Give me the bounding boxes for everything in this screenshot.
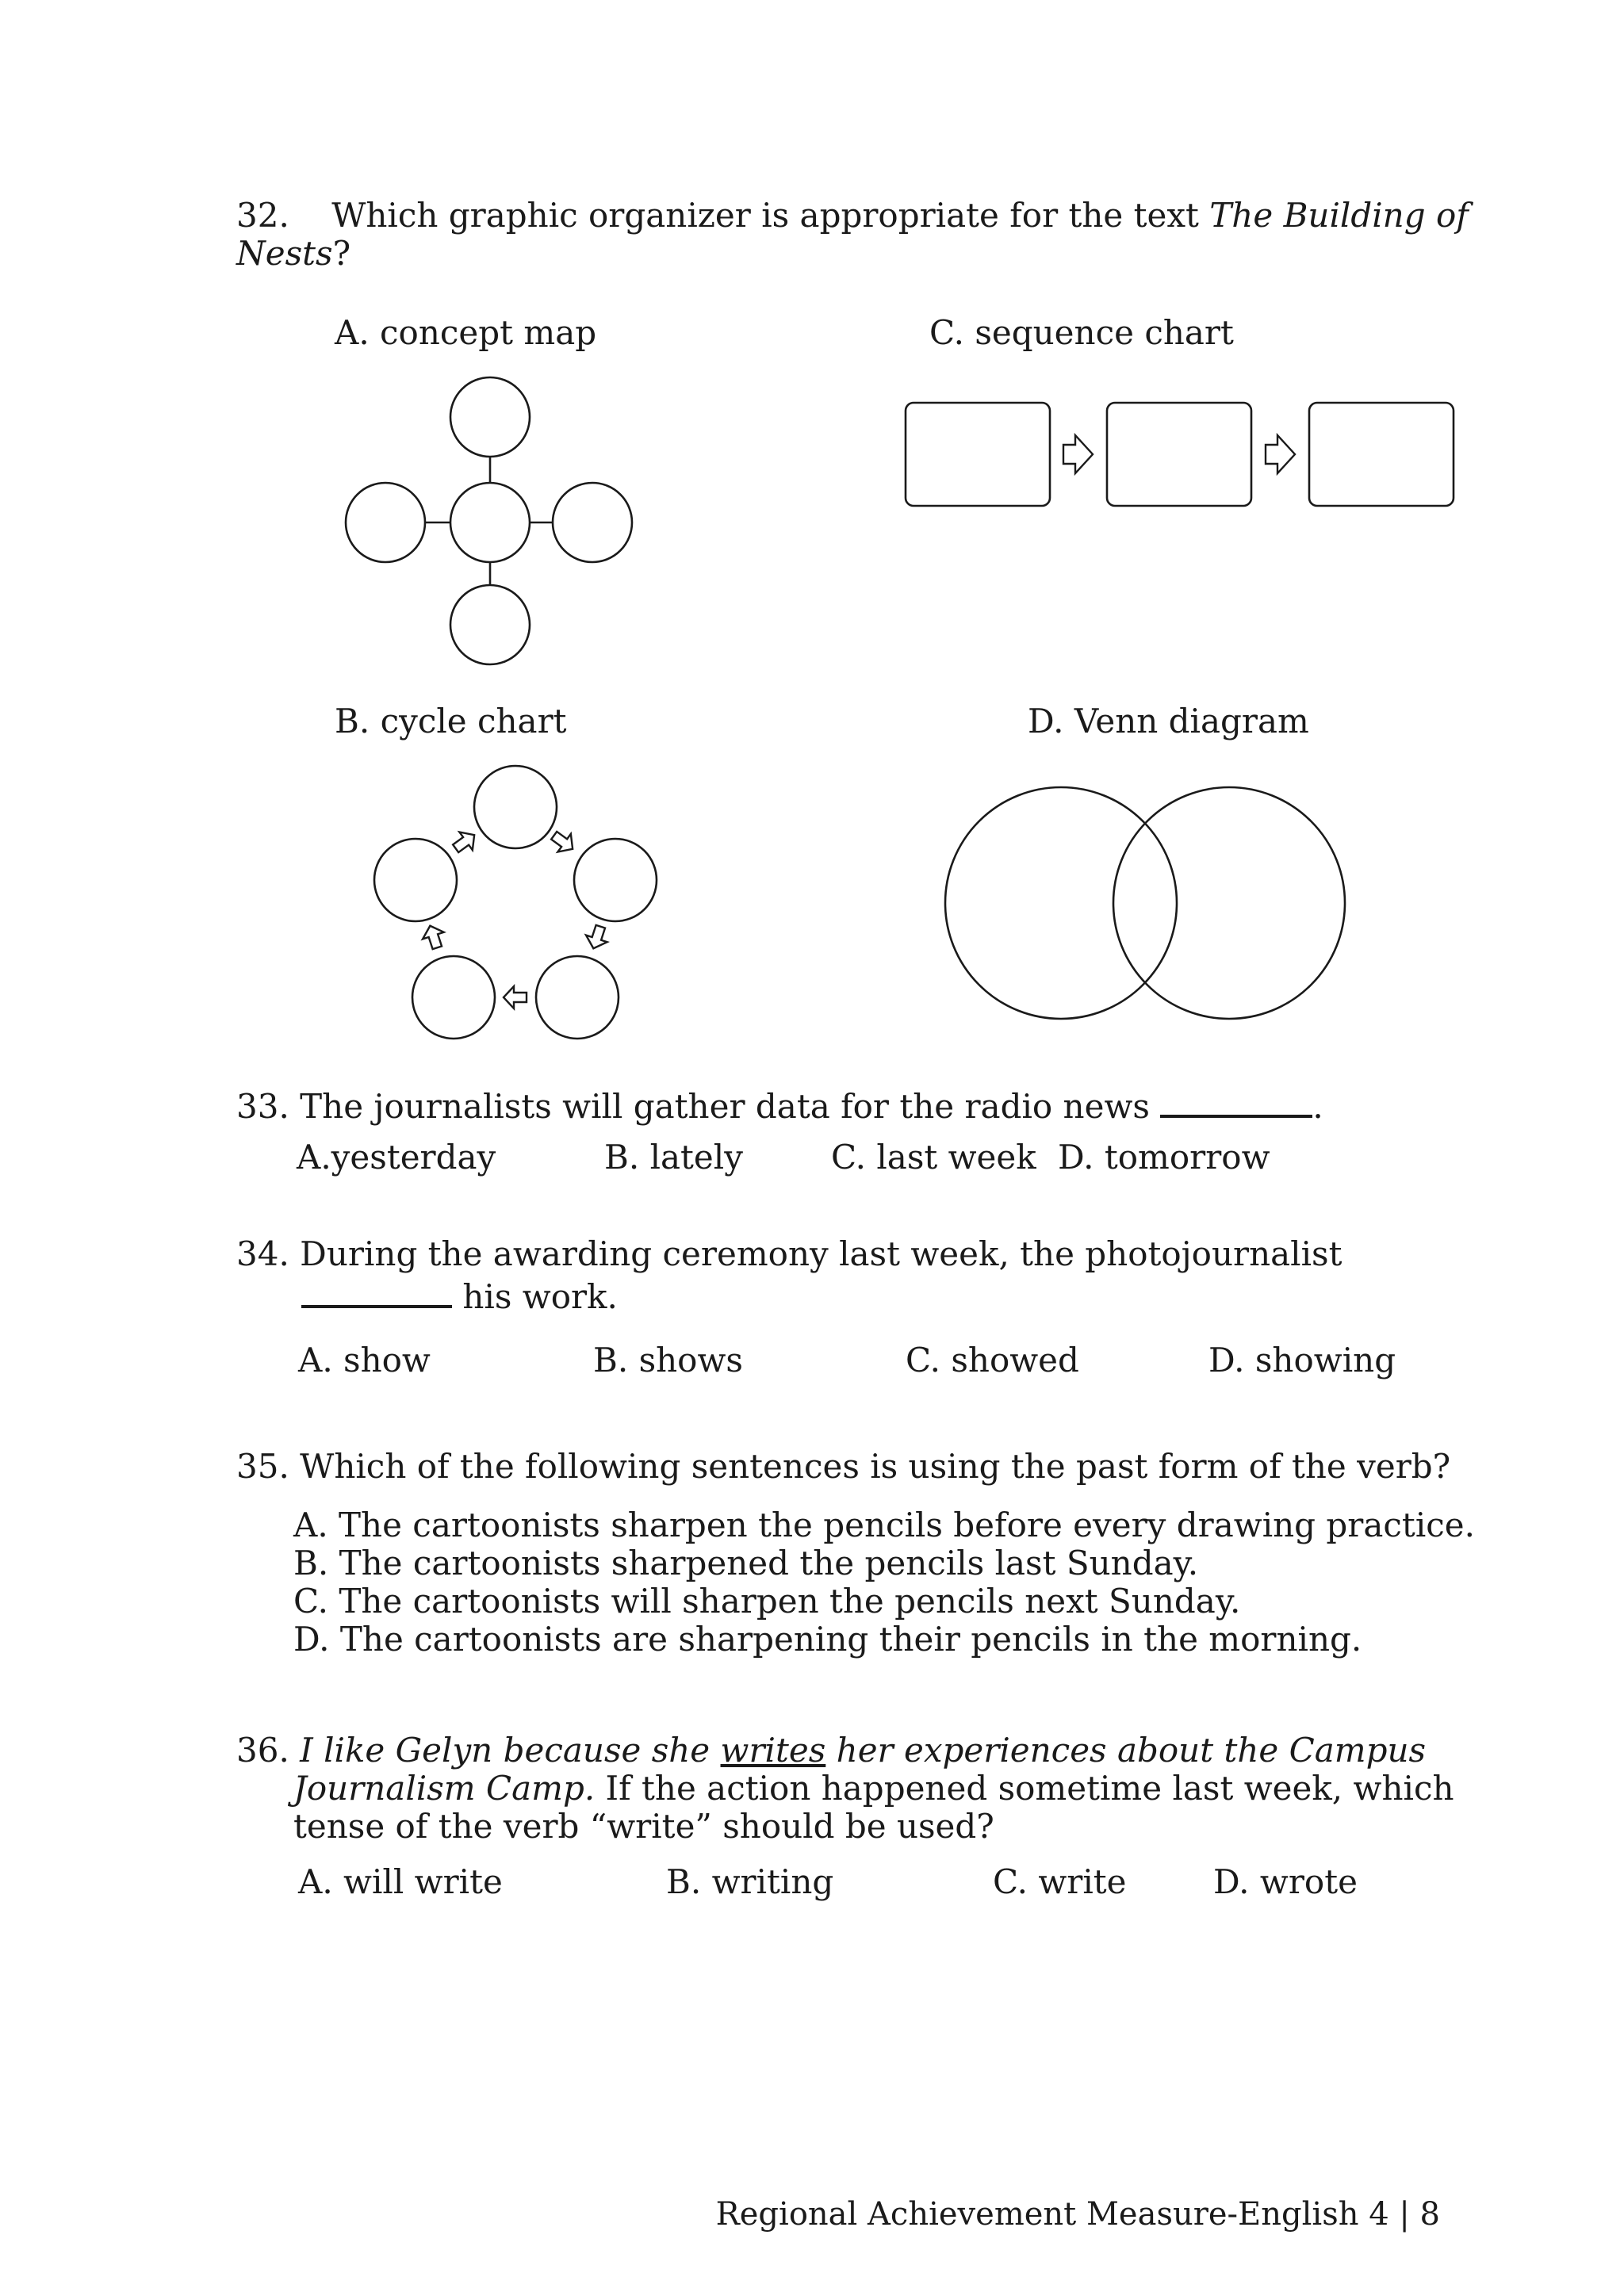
- q32-title-part1: The Building of: [1209, 196, 1469, 235]
- q36-line2-italic: Journalism Camp.: [293, 1769, 596, 1808]
- cycle-node-left: [374, 839, 457, 921]
- sequence-chart-diagram: [906, 403, 1454, 506]
- q34-stem-line2: [301, 1276, 618, 1316]
- q33-period: .: [1312, 1087, 1323, 1126]
- q34-option-d: D. showing: [1208, 1341, 1396, 1380]
- cycle-node-right: [574, 839, 657, 921]
- q34-option-c: C. showed: [906, 1341, 1079, 1380]
- q32-option-a: A. concept map: [335, 313, 597, 352]
- concept-map-node-center: [450, 483, 530, 562]
- q34-stem-line1: [236, 1235, 1342, 1273]
- concept-map-diagram: [346, 377, 632, 664]
- q36-line2-rest: If the action happened sometime last week, which: [595, 1769, 1454, 1808]
- cycle-arrow-1-icon: [547, 826, 579, 858]
- cycle-arrow-5-icon: [449, 826, 481, 858]
- q35-option-a: A. The cartoonists sharpen the pencils before every drawing practice.: [293, 1506, 1475, 1544]
- q36-underlined-word: writes: [720, 1731, 826, 1770]
- venn-circle-right: [1113, 787, 1345, 1019]
- concept-map-node-left: [346, 483, 425, 562]
- q33-option-d: D. tomorrow: [1058, 1138, 1270, 1177]
- q36-option-c: C. write: [993, 1862, 1127, 1901]
- q36-italic-after: her experiences about the Campus: [836, 1731, 1427, 1770]
- cycle-chart-diagram: [374, 766, 657, 1039]
- q33-stem: [236, 1086, 1323, 1126]
- q34-option-a: A. show: [298, 1341, 431, 1380]
- q35-stem: [236, 1448, 1450, 1486]
- cycle-node-top: [474, 766, 557, 848]
- q36-stem-line3: tense of the verb “write” should be used?: [293, 1807, 994, 1846]
- q33-text: The journalists will gather data for the radio news: [300, 1087, 1150, 1126]
- q36-italic-before: I like Gelyn because she: [300, 1731, 710, 1770]
- cycle-node-bottom-right: [536, 956, 619, 1039]
- page-footer: Regional Achievement Measure-English 4 | 8: [715, 2196, 1440, 2233]
- q36-stem-line2: [293, 1770, 1454, 1808]
- q35-option-d: D. The cartoonists are sharpening their pencils in the morning.: [293, 1620, 1362, 1659]
- cycle-node-bottom-left: [412, 956, 495, 1039]
- q33-option-a: A.yesterday: [297, 1138, 496, 1177]
- q34-text-line2: his work.: [462, 1277, 618, 1316]
- cycle-arrow-3-icon: [504, 986, 527, 1008]
- cycle-arrow-2-icon: [583, 923, 611, 951]
- q32-question-mark: ?: [332, 234, 351, 273]
- q36-number: 36.: [236, 1731, 289, 1770]
- sequence-arrow-1-icon: [1063, 435, 1093, 473]
- q35-option-c: C. The cartoonists will sharpen the pencils next Sunday.: [293, 1582, 1241, 1621]
- sequence-box-1: [906, 403, 1050, 506]
- cycle-arrow-4-icon: [419, 922, 448, 951]
- q36-option-a: A. will write: [298, 1862, 503, 1901]
- concept-map-node-top: [450, 377, 530, 457]
- q32-option-c: C. sequence chart: [929, 313, 1234, 352]
- concept-map-node-bottom: [450, 585, 530, 664]
- sequence-box-3: [1309, 403, 1454, 506]
- q35-number: 35.: [236, 1447, 289, 1486]
- q36-option-b: B. writing: [666, 1862, 834, 1901]
- q34-text-line1: During the awarding ceremony last week, the photojournalist: [300, 1234, 1342, 1273]
- q34-answer-blank: [301, 1276, 452, 1308]
- q35-option-b: B. The cartoonists sharpened the pencils last Sunday.: [293, 1544, 1199, 1582]
- q34-option-b: B. shows: [593, 1341, 743, 1380]
- q32-title-part2: Nests: [236, 234, 333, 273]
- venn-circle-left: [945, 787, 1177, 1019]
- q36-stem-line1: [236, 1732, 1426, 1770]
- concept-map-node-right: [553, 483, 632, 562]
- q33-answer-blank: [1160, 1086, 1312, 1118]
- venn-diagram: [945, 787, 1345, 1019]
- sequence-arrow-2-icon: [1266, 435, 1295, 473]
- q33-option-b: B. lately: [604, 1138, 743, 1177]
- q34-number: 34.: [236, 1234, 289, 1273]
- q32-text: Which graphic organizer is appropriate for the text: [331, 196, 1199, 235]
- q33-number: 33.: [236, 1087, 289, 1126]
- q32-option-d: D. Venn diagram: [1028, 702, 1309, 740]
- q35-text: Which of the following sentences is using the past form of the verb?: [300, 1447, 1451, 1486]
- sequence-box-2: [1107, 403, 1251, 506]
- q36-option-d: D. wrote: [1213, 1862, 1358, 1901]
- q32-option-b: B. cycle chart: [335, 702, 567, 740]
- q33-option-c: C. last week: [831, 1138, 1036, 1177]
- q32-number: 32.: [236, 196, 289, 235]
